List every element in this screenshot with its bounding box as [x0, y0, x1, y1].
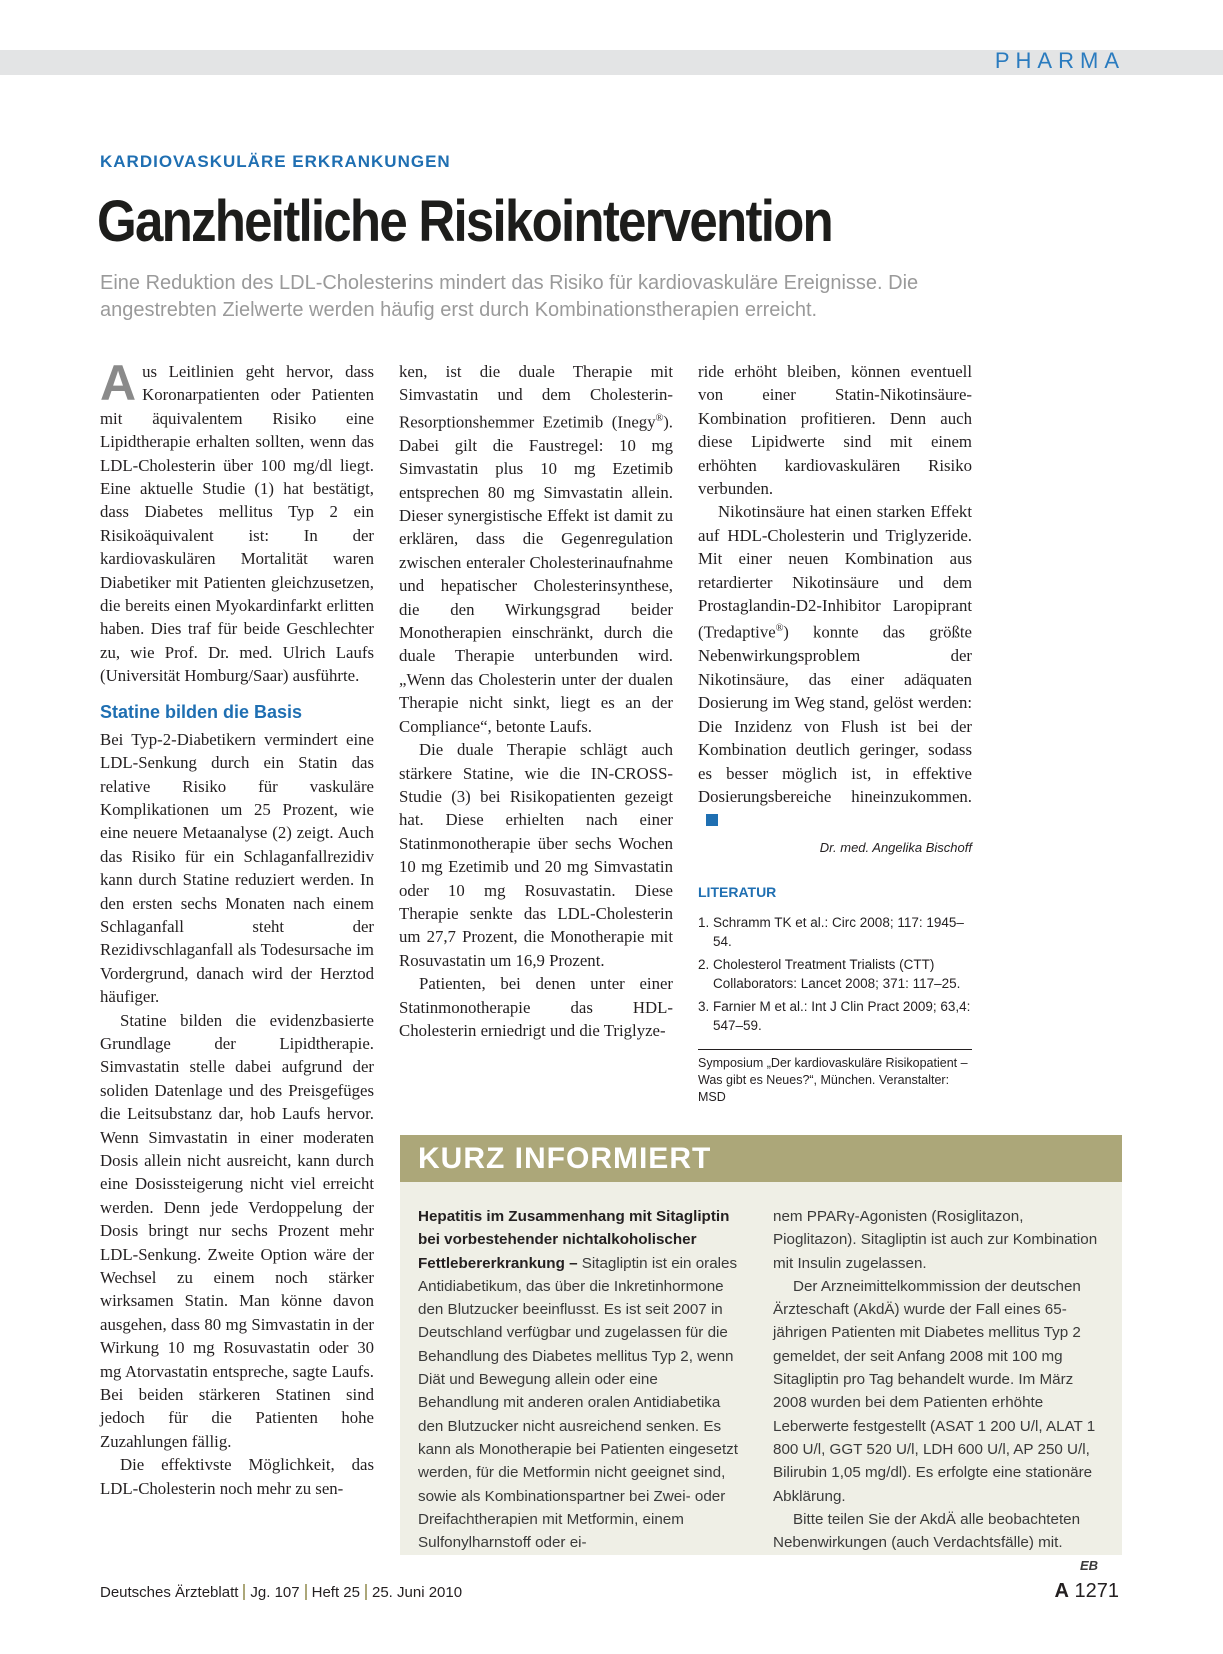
- article-column-3: [698, 360, 972, 1106]
- article-deck: Eine Reduktion des LDL-Cholesterins mindert das Risiko für kardiovaskuläre Ereignisse. Die angestrebten Zielwerte werden häufig erst durch Kombinationstherapien erreicht.: [100, 272, 919, 321]
- article-column-1: [100, 355, 374, 1500]
- kurz-paragraph-3: Bitte teilen Sie der AkdÄ alle beobachteten Nebenwirkungen (auch Verdachtsfälle) mit. EB: [773, 1508, 1098, 1555]
- journal-date: 25. Juni 2010: [372, 1584, 463, 1601]
- registered-mark: ®: [655, 412, 664, 424]
- article-kicker: KARDIOVASKULÄRE ERKRANKUNGEN: [100, 152, 451, 171]
- end-mark-icon: [706, 814, 718, 826]
- footer-separator: [243, 1584, 245, 1600]
- paragraph-3: Statine bilden die evidenzbasierte Grundlage der Lipidtherapie. Simvastatin stelle dabei aufgrund der soliden Datenlage und des Preisgefüges die Leitsubstanz dar, hob Laufs hervor. Wenn Simvastatin in einer moderaten Dosis allein nicht ausreicht, kann durch eine Dosissteigerung nicht viel erreicht werden. Denn jede Verdoppelung der Dosis bringt nur sechs Prozent mehr LDL-Senkung. Zweite Option wäre der Wechsel zu einem noch stärker wirksamen Statin. Man könne davon ausgehen, dass 80 mg Simvastatin in der Wirkung 10 mg Rosuvastatin oder 30 mg Atorvastatin entspreche, sagte Laufs. Bei beiden stärkeren Statinen sind jedoch für die Patienten hohe Zuzahlungen fällig.: [100, 1010, 374, 1451]
- paragraph-intro: Aus Leitlinien geht hervor, dass Koronarpatienten oder Patienten mit äquivalentem Risiko eine Lipidtherapie erhalten sollten, wenn das LDL-Cholesterin über 100 mg/dl liegt. Eine aktuelle Studie (1) hat bestätigt, dass Diabetes mellitus Typ 2 ein Risikoäquivalent ist: In der kardiovaskulären Mortalität waren Diabetiker mit Patienten gleichzusetzen, die bereits einen Myokardinfarkt erlitten haben. Dies traf für beide Geschlechter zu, wie Prof. Dr. med. Ulrich Laufs (Universität Homburg/Saar) ausführte.: [100, 355, 374, 686]
- kurz-informiert-title: KURZ INFORMIERT: [418, 1142, 712, 1175]
- page-number: [1054, 1580, 1119, 1603]
- page-number-value: 1271: [1074, 1580, 1119, 1602]
- journal-issue: Heft 25: [311, 1584, 360, 1601]
- symposium-note: Symposium „Der kardiovaskuläre Risikopatient – Was gibt es Neues?“, München. Veranstalter: MSD: [698, 1049, 972, 1106]
- footer-separator: [305, 1584, 307, 1600]
- paragraph-6-cont: ride erhöht bleiben, können eventuell von einer Statin-Nikotinsäure-Kombination profitieren. Denn auch diese Lipidwerte sind mit einem erhöhten kardiovaskulären Risiko verbunden.: [698, 362, 972, 499]
- article-title: Ganzheitliche Risikointervention: [97, 189, 832, 254]
- kurz-informiert-box: [400, 1135, 1122, 1574]
- literature-item: 3. Farnier M et al.: Int J Clin Pract 2009; 63,4: 547–59.: [698, 998, 971, 1033]
- paragraph-5: Die duale Therapie schlägt auch stärkere Statine, wie die IN-CROSS-Studie (3) bei Risikopatienten gezeigt hat. Diese erhielten nach einer Statinmonotherapie über sechs Wochen 10 mg Ezetimib und 20 mg Simvastatin oder 10 mg Rosuvastatin. Diese Therapie senkte das LDL-Cholesterin um 27,7 Prozent, die Monotherapie mit Rosuvastatin um 16,9 Prozent.: [399, 740, 673, 970]
- literature-title: LITERATUR: [698, 884, 777, 901]
- journal-name: Deutsches Ärzteblatt: [100, 1584, 239, 1601]
- subheading-statine: Statine bilden die Basis: [100, 701, 303, 722]
- page-prefix: A: [1054, 1580, 1069, 1602]
- kurz-signature: EB: [1079, 1558, 1098, 1574]
- kurz-paragraph-1: Hepatitis im Zusammenhang mit Sitagliptin bei vorbestehender nichtalkoholischer Fettlebererkrankung – Sitagliptin ist ein orales Antidiabetikum, das über die Inkretinhormone den Blutzucker beeinflusst. Es ist seit 2007 in Deutschland verfügbar und zugelassen für die Behandlung des Diabetes mellitus Typ 2, wenn Diät und Bewegung allein oder eine Behandlung mit anderen oralen Antidiabetika den Blutzucker nicht ausreichend senken. Es kann als Monotherapie bei Patienten eingesetzt werden, für die Metformin nicht geeignet sind, sowie als Kombinationspartner bei Zwei- oder Dreifachtherapien mit Metformin, einem Sulfonylharnstoff oder ei-: [418, 1208, 738, 1552]
- drop-cap: A: [100, 355, 137, 411]
- literature-item: 1. Schramm TK et al.: Circ 2008; 117: 1945–54.: [698, 914, 964, 949]
- footer-separator: [365, 1584, 367, 1600]
- kurz-paragraph-1-cont: nem PPARγ-Agonisten (Rosiglitazon, Pioglitazon). Sitagliptin ist auch zur Kombination mit Insulin zugelassen.: [773, 1208, 1098, 1272]
- paragraph-4-cont: ken, ist die duale Therapie mit Simvastatin und dem Cholesterin-Resorptionshemmer Ezetimib (Inegy®). Dabei gilt die Faustregel: 10 mg Simvastatin plus 10 mg Ezetimib entsprechen 80 mg Simvastatin allein. Dieser synergistische Effekt ist damit zu erklären, dass die Gegenregulation zwischen enteraler Cholesterinaufnahme und hepatischer Cholesterinsynthese, die den Wirkungsgrad beider Monotherapien einschränkt, durch die duale Therapie unterbunden wird. „Wenn das Cholesterin unter der dualen Therapie nicht sinkt, liegt es an der Compliance“, betonte Laufs.: [399, 362, 673, 736]
- paragraph-4-start: Die effektivste Möglichkeit, das LDL-Cholesterin noch mehr zu sen-: [100, 1455, 374, 1498]
- kurz-column-1: [418, 1205, 743, 1554]
- registered-mark: ®: [775, 623, 784, 635]
- paragraph-7: Nikotinsäure hat einen starken Effekt auf HDL-Cholesterin und Triglyzeride. Mit einer neuen Kombination aus retardierter Nikotinsäure und dem Prostaglandin-D2-Inhibitor Laropiprant (Tredaptive®) konnte das größte Nebenwirkungsproblem der Nikotinsäure, das einer adäquaten Dosierung im Weg stand, gelöst werden: Die Inzidenz von Flush ist bei der Kombination deutlich geringer, sodass es besser möglich ist, in effektive Dosierungsbereiche hineinzukommen.: [698, 500, 972, 831]
- literature-item: 2. Cholesterol Treatment Trialists (CTT) Collaborators: Lancet 2008; 371: 117–25.: [698, 956, 961, 991]
- article-column-2: [399, 360, 673, 1042]
- section-label: PHARMA: [994, 48, 1125, 73]
- paragraph-6-start: Patienten, bei denen unter einer Statinmonotherapie das HDL-Cholesterin erniedrigt und die Triglyze-: [399, 974, 673, 1040]
- article-author: Dr. med. Angelika Bischoff: [819, 839, 972, 855]
- kurz-lead: Hepatitis im Zusammenhang mit Sitagliptin bei vorbestehender nichtalkoholischer Fettlebererkrankung –: [418, 1208, 730, 1272]
- journal-volume: Jg. 107: [250, 1584, 300, 1601]
- kurz-paragraph-2: Der Arzneimittelkommission der deutschen Ärzteschaft (AkdÄ) wurde der Fall eines 65-jährigen Patienten mit Diabetes mellitus Typ 2 gemeldet, der seit Anfang 2008 mit 100 mg Sitagliptin pro Tag behandelt wurde. Im März 2008 wurden bei dem Patienten erhöhte Leberwerte festgestellt (ASAT 1 200 U/l, ALAT 1 800 U/l, GGT 520 U/l, LDH 600 U/l, AP 250 U/l, Bilirubin 1,05 mg/dl). Es erfolgte eine stationäre Abklärung.: [773, 1277, 1096, 1505]
- literature-list: [698, 913, 972, 1035]
- page-footer: [100, 1584, 462, 1601]
- kurz-informiert-header: [400, 1135, 1122, 1182]
- kurz-column-2: [773, 1205, 1098, 1578]
- paragraph-2: Bei Typ-2-Diabetikern vermindert eine LDL-Senkung durch ein Statin das relative Risiko für vaskuläre Komplikationen um 25 Prozent, wie eine neuere Metaanalyse (2) zeigt. Auch das Risiko für ein Schlaganfallrezidiv kann durch Statine reduziert werden. In den ersten sechs Monaten nach einem Schlaganfall steht der Rezidivschlaganfall als Todesursache im Vordergrund, danach wird der Herztod häufiger.: [100, 729, 374, 1007]
